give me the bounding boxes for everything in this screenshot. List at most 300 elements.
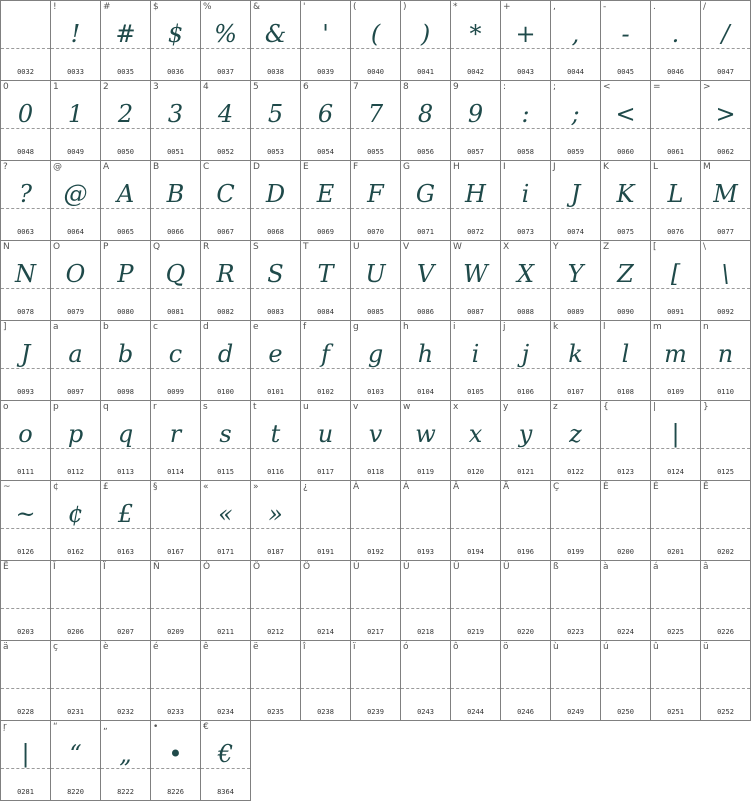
char-code: 0187: [267, 548, 284, 556]
glyph-sample: S: [267, 260, 284, 288]
glyph-sample: „: [119, 740, 132, 768]
baseline-guide: [451, 528, 500, 529]
char-label: ê: [203, 642, 209, 652]
glyph-cell: [1, 721, 51, 801]
glyph-cell: [51, 401, 101, 481]
glyph-cell: [201, 721, 251, 801]
char-label: X: [503, 242, 510, 252]
glyph-cell: [1, 401, 51, 481]
baseline-guide: [701, 688, 750, 689]
char-code: 0223: [567, 628, 584, 636]
char-label: £: [103, 482, 109, 492]
glyph-cell: [551, 401, 601, 481]
baseline-guide: [1, 688, 50, 689]
char-label: ç: [53, 642, 58, 652]
char-code: 0093: [17, 388, 34, 396]
char-label: 8: [403, 82, 409, 92]
glyph-cell: [51, 481, 101, 561]
glyph-cell: [601, 401, 651, 481]
glyph-sample: €: [217, 740, 234, 768]
baseline-guide: [351, 608, 400, 609]
glyph-cell: [201, 321, 251, 401]
char-code: 0037: [217, 68, 234, 76]
baseline-guide: [701, 528, 750, 529]
glyph-sample: g: [367, 340, 384, 368]
glyph-sample: ¢: [67, 500, 84, 528]
baseline-guide: [301, 608, 350, 609]
char-label: =: [653, 82, 661, 92]
char-label: i: [453, 322, 456, 332]
glyph-cell: [601, 481, 651, 561]
glyph-cell: [251, 641, 301, 721]
char-code: 0196: [517, 548, 534, 556]
char-code: 0059: [567, 148, 584, 156]
glyph-sample: 2: [117, 100, 134, 128]
glyph-sample: 5: [267, 100, 284, 128]
glyph-cell: [651, 161, 701, 241]
char-label: Y: [553, 242, 559, 252]
glyph-cell: [1, 641, 51, 721]
char-code: 0066: [167, 228, 184, 236]
glyph-sample: c: [168, 340, 183, 368]
glyph-sample: 8: [417, 100, 434, 128]
glyph-cell: [301, 161, 351, 241]
glyph-sample: w: [415, 420, 436, 448]
glyph-cell: [151, 321, 201, 401]
char-label: ü: [703, 642, 709, 652]
char-code: 0246: [517, 708, 534, 716]
glyph-cell: [101, 401, 151, 481]
glyph-cell: [501, 481, 551, 561]
char-code: 0202: [717, 548, 734, 556]
char-label: û: [653, 642, 659, 652]
char-label: .: [653, 2, 656, 12]
glyph-cell: [51, 641, 101, 721]
glyph-cell: [401, 161, 451, 241]
char-code: 0050: [117, 148, 134, 156]
glyph-sample: 7: [367, 100, 384, 128]
glyph-cell: [1, 161, 51, 241]
glyph-cell: [601, 321, 651, 401]
glyph-sample: P: [117, 260, 134, 288]
char-label: Ü: [503, 562, 510, 572]
char-code: 0209: [167, 628, 184, 636]
baseline-guide: [651, 528, 700, 529]
char-code: 0193: [417, 548, 434, 556]
glyph-cell: [251, 481, 301, 561]
char-code: 0088: [517, 308, 534, 316]
glyph-cell: [301, 561, 351, 641]
glyph-sample: B: [166, 180, 185, 208]
glyph-sample: @: [63, 180, 88, 208]
glyph-cell: [501, 641, 551, 721]
baseline-guide: [501, 608, 550, 609]
glyph-sample: *: [469, 20, 482, 48]
char-code: 0203: [17, 628, 34, 636]
char-code: 0125: [717, 468, 734, 476]
char-label: T: [303, 242, 309, 252]
char-label: È: [603, 482, 609, 492]
char-label: Q: [153, 242, 161, 252]
char-label: Â: [453, 482, 460, 492]
char-label: E: [303, 162, 309, 172]
glyph-cell: [101, 81, 151, 161]
char-code: 0071: [417, 228, 434, 236]
char-code: 0232: [117, 708, 134, 716]
glyph-sample: C: [216, 180, 235, 208]
glyph-cell: [551, 1, 601, 81]
glyph-sample: /: [721, 20, 730, 48]
char-label: &: [253, 2, 261, 12]
glyph-cell: [351, 161, 401, 241]
char-code: 0042: [467, 68, 484, 76]
char-code: 0064: [67, 228, 84, 236]
char-code: 0281: [17, 788, 34, 796]
glyph-cell: [201, 561, 251, 641]
char-label: 0: [3, 82, 9, 92]
char-code: 0062: [717, 148, 734, 156]
char-code: 0212: [267, 628, 284, 636]
glyph-sample: ': [322, 20, 329, 48]
char-label: Ö: [303, 562, 311, 572]
char-code: 0082: [217, 308, 234, 316]
char-label: O: [53, 242, 61, 252]
char-code: 0087: [467, 308, 484, 316]
glyph-cell: [551, 321, 601, 401]
glyph-cell: [301, 81, 351, 161]
glyph-sample: m: [664, 340, 687, 368]
char-label: Ô: [253, 562, 261, 572]
glyph-cell: [1, 481, 51, 561]
glyph-sample: ;: [571, 100, 580, 128]
char-label: Ï: [103, 562, 106, 572]
char-label: F: [353, 162, 359, 172]
char-code: 0098: [117, 388, 134, 396]
char-label: §: [153, 482, 158, 492]
char-code: 0091: [667, 308, 684, 316]
glyph-sample: i: [521, 180, 530, 208]
glyph-sample: f: [321, 340, 330, 368]
glyph-cell: [451, 561, 501, 641]
char-code: 0051: [167, 148, 184, 156]
char-label: „: [103, 722, 108, 732]
char-label: Á: [403, 482, 410, 492]
glyph-cell: [51, 81, 101, 161]
char-label: (: [353, 2, 357, 12]
char-code: 0214: [317, 628, 334, 636]
char-code: 0092: [717, 308, 734, 316]
char-label: Ê: [703, 482, 709, 492]
baseline-guide: [351, 688, 400, 689]
glyph-cell: [51, 241, 101, 321]
char-label: •: [153, 722, 159, 732]
glyph-cell: [201, 1, 251, 81]
char-code: 0114: [167, 468, 184, 476]
glyph-sample: a: [68, 340, 83, 368]
glyph-cell: [551, 241, 601, 321]
char-code: 0067: [217, 228, 234, 236]
glyph-cell: [151, 1, 201, 81]
glyph-sample: b: [117, 340, 134, 368]
char-code: 0112: [67, 468, 84, 476]
char-code: 0052: [217, 148, 234, 156]
char-code: 0074: [567, 228, 584, 236]
glyph-sample: M: [713, 180, 738, 208]
char-label: ¿: [303, 482, 308, 492]
char-label: «: [203, 482, 209, 492]
char-label: @: [53, 162, 62, 172]
char-label: G: [403, 162, 410, 172]
char-code: 0122: [567, 468, 584, 476]
glyph-sample: .: [671, 20, 680, 48]
char-code: 0048: [17, 148, 34, 156]
glyph-cell: [651, 561, 701, 641]
char-label: Û: [453, 562, 460, 572]
char-label: 5: [253, 82, 259, 92]
glyph-cell: [351, 561, 401, 641]
baseline-guide: [651, 608, 700, 609]
char-code: 0046: [667, 68, 684, 76]
glyph-sample: $: [167, 20, 184, 48]
char-label: €: [203, 722, 209, 732]
char-code: 0250: [617, 708, 634, 716]
glyph-cell: [701, 401, 751, 481]
glyph-sample: (: [370, 20, 381, 48]
char-label: Ë: [3, 562, 9, 572]
char-label: m: [653, 322, 662, 332]
glyph-cell: [401, 81, 451, 161]
glyph-cell: [601, 561, 651, 641]
char-code: 0099: [167, 388, 184, 396]
glyph-cell: [601, 1, 651, 81]
char-label: ë: [253, 642, 259, 652]
glyph-cell: [451, 401, 501, 481]
baseline-guide: [501, 528, 550, 529]
glyph-cell: [101, 721, 151, 801]
char-code: 8226: [167, 788, 184, 796]
glyph-cell: [301, 401, 351, 481]
glyph-sample: \: [721, 260, 730, 288]
glyph-sample: 9: [467, 100, 484, 128]
char-code: 0171: [217, 548, 234, 556]
char-code: 0039: [317, 68, 334, 76]
char-code: 0121: [517, 468, 534, 476]
glyph-sample: 1: [67, 100, 84, 128]
char-label: o: [3, 402, 9, 412]
glyph-cell: [351, 321, 401, 401]
char-label: Ó: [203, 562, 211, 572]
baseline-guide: [251, 608, 300, 609]
char-label: B: [153, 162, 160, 172]
char-code: 0100: [217, 388, 234, 396]
char-code: 0097: [67, 388, 84, 396]
char-code: 0200: [617, 548, 634, 556]
glyph-sample: R: [216, 260, 235, 288]
glyph-cell: [701, 161, 751, 241]
glyph-cell: [401, 481, 451, 561]
char-label: p: [53, 402, 59, 412]
char-label: /: [703, 2, 707, 12]
char-code: 0090: [617, 308, 634, 316]
glyph-sample: d: [217, 340, 234, 368]
glyph-cell: [451, 641, 501, 721]
glyph-cell: [701, 81, 751, 161]
char-code: 0220: [517, 628, 534, 636]
baseline-guide: [151, 688, 200, 689]
glyph-sample: F: [367, 180, 384, 208]
glyph-cell: [1, 241, 51, 321]
char-code: 0107: [567, 388, 584, 396]
char-code: 0043: [517, 68, 534, 76]
glyph-cell: [1, 1, 51, 81]
baseline-guide: [551, 688, 600, 689]
glyph-cell: [601, 81, 651, 161]
char-code: 0108: [617, 388, 634, 396]
glyph-cell: [451, 1, 501, 81]
char-code: 0049: [67, 148, 84, 156]
glyph-sample: D: [265, 180, 286, 208]
baseline-guide: [251, 688, 300, 689]
char-label: ó: [403, 642, 409, 652]
baseline-guide: [701, 608, 750, 609]
glyph-sample: s: [219, 420, 232, 448]
glyph-sample: %: [214, 20, 237, 48]
glyph-sample: ): [420, 20, 431, 48]
char-label: W: [453, 242, 462, 252]
glyph-cell: [401, 641, 451, 721]
char-code: 0080: [117, 308, 134, 316]
char-label: ú: [603, 642, 609, 652]
glyph-cell: [251, 1, 301, 81]
baseline-guide: [551, 528, 600, 529]
char-label: u: [303, 402, 309, 412]
char-label: d: [203, 322, 209, 332]
char-label: é: [153, 642, 159, 652]
glyph-cell: [601, 161, 651, 241]
char-label: {: [603, 402, 609, 412]
glyph-cell: [51, 1, 101, 81]
glyph-cell: [251, 561, 301, 641]
char-code: 0162: [67, 548, 84, 556]
char-code: 0233: [167, 708, 184, 716]
char-code: 0119: [417, 468, 434, 476]
char-code: 0054: [317, 148, 334, 156]
baseline-guide: [651, 128, 700, 129]
baseline-guide: [1, 48, 50, 49]
glyph-cell: [701, 641, 751, 721]
glyph-cell: [701, 1, 751, 81]
char-label: ï: [353, 642, 356, 652]
baseline-guide: [351, 528, 400, 529]
char-label: :: [503, 82, 507, 92]
glyph-sample: p: [67, 420, 84, 448]
glyph-cell: [501, 161, 551, 241]
char-label: Ñ: [153, 562, 160, 572]
char-label: “: [53, 722, 58, 732]
char-label: 9: [453, 82, 459, 92]
char-label: 3: [153, 82, 159, 92]
glyph-sample: #: [115, 20, 136, 48]
baseline-guide: [101, 608, 150, 609]
char-label: !: [53, 2, 57, 12]
char-code: 0041: [417, 68, 434, 76]
glyph-cell: [1, 321, 51, 401]
glyph-sample: h: [417, 340, 434, 368]
glyph-cell: [651, 401, 701, 481]
glyph-sample: o: [18, 420, 33, 448]
glyph-cell: [451, 241, 501, 321]
char-label: ,: [553, 2, 556, 12]
char-code: 0063: [17, 228, 34, 236]
char-code: 0231: [67, 708, 84, 716]
char-label: ;: [553, 82, 557, 92]
glyph-cell: [551, 481, 601, 561]
glyph-cell: [1, 561, 51, 641]
char-label: J: [553, 162, 556, 172]
glyph-sample: O: [65, 260, 86, 288]
char-code: 0077: [717, 228, 734, 236]
char-label: è: [103, 642, 109, 652]
glyph-sample: <: [615, 100, 636, 128]
glyph-sample: u: [317, 420, 334, 448]
char-label: $: [153, 2, 159, 12]
glyph-cell: [251, 321, 301, 401]
baseline-guide: [301, 688, 350, 689]
char-code: 0084: [317, 308, 334, 316]
char-label: â: [703, 562, 709, 572]
char-label: I: [503, 162, 506, 172]
char-code: 8222: [117, 788, 134, 796]
glyph-cell: [651, 481, 701, 561]
glyph-cell: [651, 241, 701, 321]
char-label: %: [203, 2, 212, 12]
char-label: É: [653, 482, 659, 492]
char-code: 0116: [267, 468, 284, 476]
glyph-cell: [601, 241, 651, 321]
char-label: 7: [353, 82, 359, 92]
char-label: »: [253, 482, 259, 492]
glyph-cell: [551, 161, 601, 241]
glyph-sample: x: [468, 420, 483, 448]
glyph-cell: [251, 401, 301, 481]
char-label: v: [353, 402, 359, 412]
char-code: 0124: [667, 468, 684, 476]
char-code: 0102: [317, 388, 334, 396]
char-label: <: [603, 82, 611, 92]
char-label: n: [703, 322, 709, 332]
glyph-cell: [201, 241, 251, 321]
char-label: -: [603, 2, 607, 12]
glyph-sample: >: [715, 100, 736, 128]
char-code: 0032: [17, 68, 34, 76]
char-label: ô: [453, 642, 459, 652]
glyph-sample: ~: [15, 500, 36, 528]
char-code: 0126: [17, 548, 34, 556]
baseline-guide: [151, 608, 200, 609]
char-label: }: [703, 402, 709, 412]
char-label: ]: [3, 322, 7, 332]
char-code: 0069: [317, 228, 334, 236]
glyph-cell: [551, 81, 601, 161]
char-code: 0243: [417, 708, 434, 716]
char-code: 0235: [267, 708, 284, 716]
glyph-sample: |: [671, 420, 680, 448]
char-code: 0163: [117, 548, 134, 556]
glyph-sample: i: [471, 340, 480, 368]
baseline-guide: [51, 608, 100, 609]
glyph-sample: J: [20, 340, 31, 368]
glyph-sample: e: [268, 340, 283, 368]
